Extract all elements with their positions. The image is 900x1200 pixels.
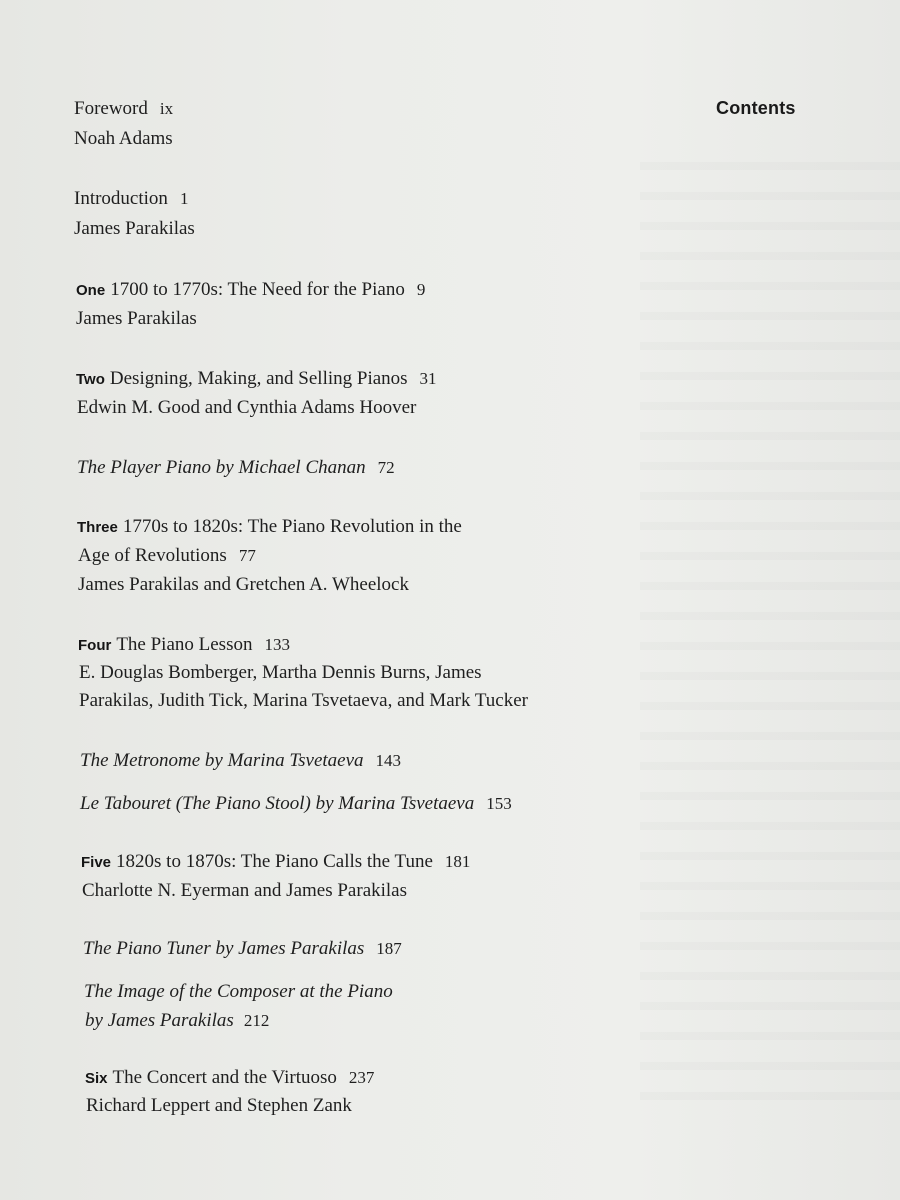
entry-title: Le Tabouret (The Piano Stool) by Marina Tsvetaeva	[80, 793, 475, 814]
toc-entry-introduction	[74, 187, 188, 211]
page-number: 212	[243, 1011, 270, 1030]
toc-entry-player-piano	[77, 456, 395, 480]
bleed-through-text	[640, 140, 900, 1100]
entry-title: Foreword	[74, 98, 148, 119]
entry-title: The Piano Tuner by James Parakilas	[83, 938, 365, 959]
entry-author: James Parakilas and Gretchen A. Wheelock	[78, 574, 409, 595]
page-number: 133	[264, 635, 290, 654]
entry-author: Noah Adams	[74, 128, 173, 149]
entry-author: Edwin M. Good and Cynthia Adams Hoover	[77, 397, 417, 418]
toc-entry-chapter-three-cont	[78, 544, 256, 568]
entry-title: Introduction	[74, 188, 168, 209]
contents-heading: Contents	[716, 98, 796, 118]
toc-entry-chapter-five	[81, 850, 470, 875]
toc-entry-composer-image	[84, 980, 393, 1004]
entry-title: by James Parakilas	[85, 1010, 234, 1031]
entry-title: The Metronome by Marina Tsvetaeva	[80, 750, 364, 771]
page-number: 77	[238, 546, 256, 565]
toc-entry-foreword	[74, 97, 173, 121]
entry-title: The Image of the Composer at the Piano	[84, 981, 393, 1002]
entry-title: 1820s to 1870s: The Piano Calls the Tune	[116, 851, 433, 872]
entry-author: Parakilas, Judith Tick, Marina Tsvetaeva, and Mark Tucker	[79, 690, 528, 711]
entry-author: E. Douglas Bomberger, Martha Dennis Burns, James	[79, 662, 482, 683]
entry-author: Charlotte N. Eyerman and James Parakilas	[82, 880, 408, 901]
chapter-label: Three	[77, 519, 118, 536]
entry-title: 1700 to 1770s: The Need for the Piano	[110, 279, 405, 300]
page-number: 31	[419, 369, 437, 388]
page-number: 143	[375, 751, 402, 770]
entry-author: Richard Leppert and Stephen Zank	[86, 1095, 352, 1116]
toc-entry-piano-tuner	[83, 937, 402, 961]
toc-entry-composer-image-cont	[85, 1009, 269, 1033]
toc-entry-tabouret	[80, 792, 512, 816]
chapter-label: Five	[81, 854, 112, 871]
page-number: 9	[416, 280, 426, 299]
chapter-label: Six	[85, 1070, 108, 1087]
entry-title: 1770s to 1820s: The Piano Revolution in the	[122, 516, 462, 537]
page-number: 1	[179, 189, 189, 208]
entry-title: The Player Piano by Michael Chanan	[77, 457, 366, 478]
toc-entry-chapter-six	[85, 1066, 374, 1091]
chapter-label: One	[76, 282, 106, 299]
page-number: 181	[444, 852, 471, 871]
entry-title: The Piano Lesson	[116, 634, 253, 655]
entry-title: Designing, Making, and Selling Pianos	[109, 368, 408, 389]
page-number: 153	[486, 794, 512, 813]
entry-title: Age of Revolutions	[78, 545, 227, 566]
toc-entry-chapter-four	[78, 633, 290, 658]
page-number: 72	[377, 458, 395, 477]
chapter-label: Four	[78, 637, 112, 654]
page-number: 237	[348, 1068, 375, 1087]
entry-author: James Parakilas	[76, 308, 197, 329]
toc-entry-chapter-three	[77, 515, 462, 540]
chapter-label: Two	[76, 371, 105, 388]
entry-author: James Parakilas	[74, 218, 195, 239]
page-number: ix	[159, 99, 174, 118]
toc-entry-metronome	[80, 749, 401, 773]
page-number: 187	[376, 939, 402, 958]
entry-title: The Concert and the Virtuoso	[112, 1067, 337, 1088]
toc-entry-chapter-one	[76, 278, 425, 303]
toc-entry-chapter-two	[76, 367, 437, 392]
